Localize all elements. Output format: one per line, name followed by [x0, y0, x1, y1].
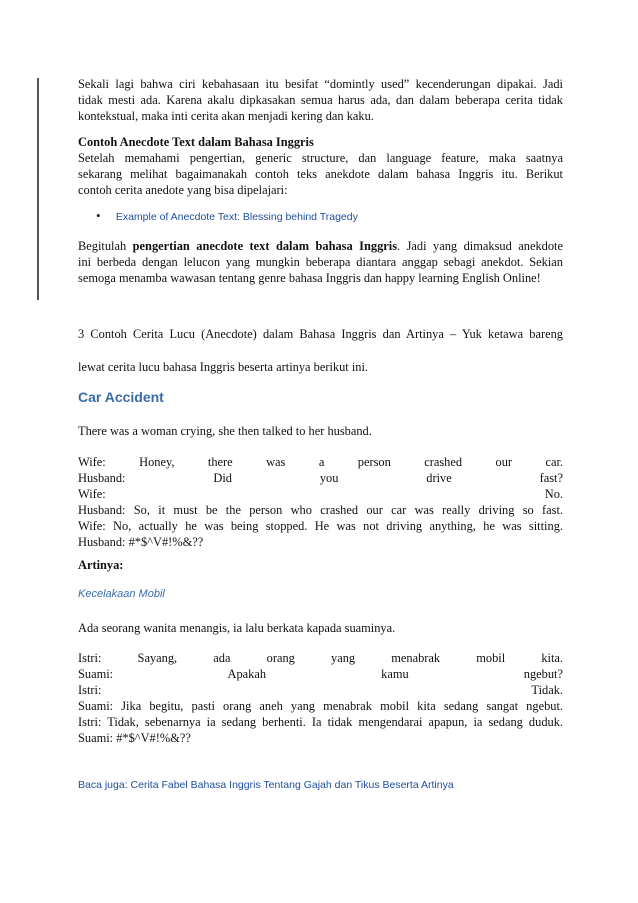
intro2-line-1 — [78, 326, 563, 342]
intro2-text: 3 Contoh Cerita Lucu (Anecdote) dalam Bahasa Inggris dan Artinya – Yuk ketawa bareng — [78, 327, 563, 341]
dialogue-line: Suami: Jika begitu, pasti orang aneh yang menabrak mobil kita sedang sangat ngebut. — [78, 699, 563, 713]
dialogue-line: Suami: Apakah kamu ngebut? — [78, 667, 563, 681]
intro-line: tidak mesti ada. Karena akalu dipkasakan semua harus ada, dan dalam beberapa cerita tidak — [78, 93, 563, 107]
dialogue-line: Husband: #*$^V#!%&?? — [78, 535, 204, 549]
dialogue-line: Wife: No. — [78, 487, 563, 501]
example-line: sekarang melihat bagaimanakah contoh teks anekdote dalam bahasa Inggris itu. Berikut — [78, 167, 563, 181]
closing-line-2: ini berbeda dengan lelucon yang mungkin beberapa diantara anggap sebagi anekdot. Sekian — [78, 255, 563, 269]
left-margin-rule — [37, 78, 39, 300]
dialogue-line: Husband: So, it must be the person who crashed our car was really driving so fast. — [78, 503, 563, 517]
closing-paragraph — [78, 238, 563, 286]
story-opening-text: There was a woman crying, she then talked to her husband. — [78, 424, 372, 438]
intro2-line-2 — [78, 359, 563, 375]
see-also-link[interactable]: Baca juga: Cerita Fabel Bahasa Inggris Tentang Gajah dan Tikus Beserta Artinya — [78, 779, 454, 791]
dialogue-line: Istri: Tidak, sebenarnya ia sedang berhenti. Ia tidak mengendarai apapun, ia sedang duduk. — [78, 715, 563, 729]
translation-opening-text: Ada seorang wanita menangis, ia lalu berkata kapada suaminya. — [78, 621, 396, 635]
dialogue-line: Wife: No, actually he was being stopped. He was not driving anything, he was sitting. — [78, 519, 563, 533]
example-title: Contoh Anecdote Text dalam Bahasa Inggris — [78, 135, 314, 149]
closing-line-1 — [78, 238, 563, 254]
example-link[interactable]: Example of Anecdote Text: Blessing behind Tragedy — [115, 211, 358, 223]
bullet-item — [96, 208, 358, 224]
closing-line-3: semoga menamba wawasan tentang genre bahasa Inggris dan happy learning English Online! — [78, 271, 541, 285]
translation-label: Artinya: — [78, 558, 124, 572]
example-line: contoh cerita anedote yang bisa dipelajari: — [78, 183, 288, 197]
translation-title: Kecelakaan Mobil — [78, 588, 165, 600]
intro-line: Sekali lagi bahwa ciri kebahasaan itu besifat “domintly used” kecenderungan dipakai. Jadi — [78, 77, 563, 91]
intro2-text: lewat cerita lucu bahasa Inggris beserta artinya berikut ini. — [78, 360, 369, 374]
bullet-glyph: • — [96, 208, 101, 223]
closing-text: . Jadi yang dimaksud anekdote — [397, 239, 563, 253]
story-heading: Car Accident — [78, 389, 164, 405]
translation-dialogue — [78, 650, 563, 746]
dialogue-line: Wife: Honey, there was a person crashed our car. — [78, 455, 563, 469]
dialogue-line: Istri: Sayang, ada orang yang menabrak mobil kita. — [78, 651, 563, 665]
example-line: Setelah memahami pengertian, generic structure, dan language feature, maka saatnya — [78, 151, 563, 165]
dialogue-line: Suami: #*$^V#!%&?? — [78, 731, 191, 745]
translation-opening — [78, 620, 563, 636]
closing-text: Begitulah — [78, 239, 133, 253]
intro-paragraph — [78, 76, 563, 124]
story-dialogue — [78, 454, 563, 550]
dialogue-line: Husband: Did you drive fast? — [78, 471, 563, 485]
closing-bold: pengertian anecdote text dalam bahasa Inggris — [132, 239, 398, 253]
dialogue-line: Istri: Tidak. — [78, 683, 563, 697]
example-section — [78, 134, 563, 198]
intro-line: kontekstual, maka inti cerita akan menjadi kering dan kaku. — [78, 109, 374, 123]
story-opening — [78, 423, 563, 439]
